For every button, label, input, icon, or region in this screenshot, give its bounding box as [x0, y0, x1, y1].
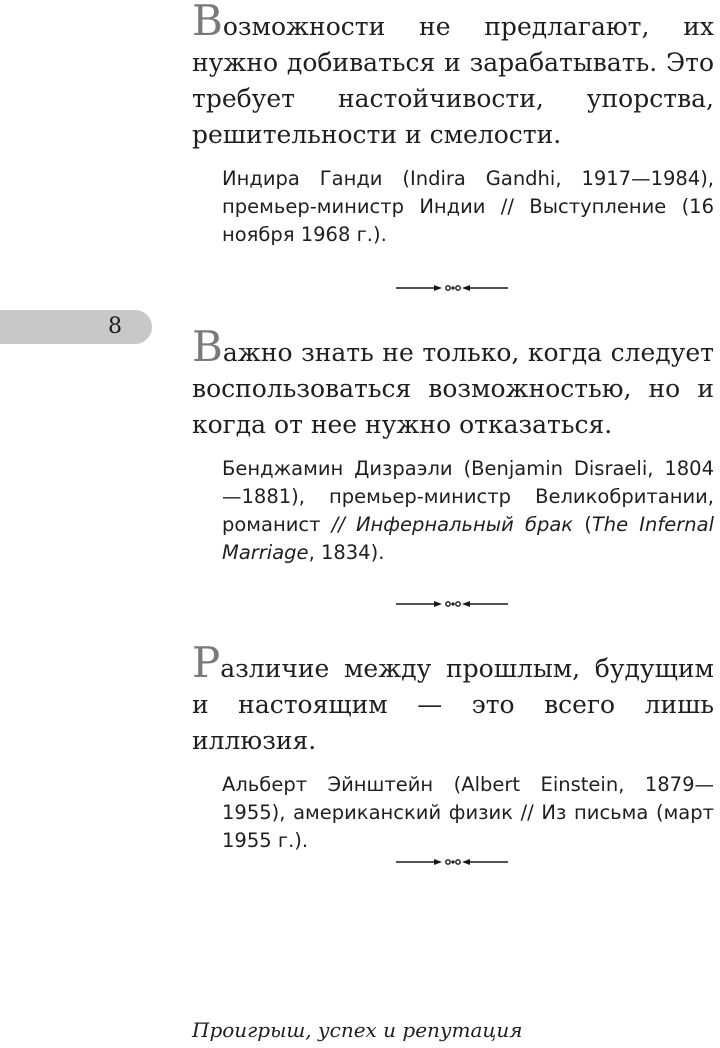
quote-3 [192, 638, 714, 855]
quote-3-text [192, 638, 714, 759]
quote-2-attribution-author: Бенджамин Дизраэли (Benjamin Disraeli, 1804—1881), премьер-министр Великобритании, романист [222, 457, 714, 536]
quote-2-body: ажно знать не только, когда следует воспользоваться возможностью, но и когда от нее нужно отказаться. [192, 338, 714, 439]
quote-2 [192, 322, 714, 567]
quote-2-attribution [222, 455, 714, 567]
quote-2-attribution-year: , 1834). [308, 541, 385, 564]
quote-3-initial: Р [192, 638, 221, 687]
quote-1-text [192, 0, 714, 153]
ornament-divider-2 [396, 598, 508, 610]
quote-2-initial: В [192, 322, 223, 371]
ornament-divider-3 [396, 856, 508, 868]
running-footer: Проигрыш, успех и репутация [192, 1018, 523, 1042]
quote-1-attribution: Индира Ганди (Indira Gandhi, 1917—1984), премьер-министр Индии // Выступление (16 ноября 1968 г.). [222, 167, 714, 246]
quote-2-attribution-work-ru: // Инфернальный брак [331, 513, 574, 536]
ornament-divider-1 [396, 282, 508, 294]
quote-2-attribution-paren: ( [573, 513, 592, 536]
quote-2-attribution-work-en: The Infernal Marriage [222, 513, 714, 564]
quote-3-body: азличие между прошлым, будущим и настоящим — это всего лишь иллюзия. [192, 654, 714, 755]
page-number: 8 [108, 314, 122, 339]
quote-1-body: озможности не предлагают, их нужно добиваться и зарабатывать. Это требует настойчивости, упорства, решительности и смелости. [192, 12, 714, 149]
quote-3-attribution: Альберт Эйнштейн (Albert Einstein, 1879—1955), американский физик // Из письма (март 1955 г.). [222, 773, 714, 852]
quote-2-text [192, 322, 714, 443]
quote-1 [192, 0, 714, 249]
quote-1-initial: В [192, 0, 223, 45]
